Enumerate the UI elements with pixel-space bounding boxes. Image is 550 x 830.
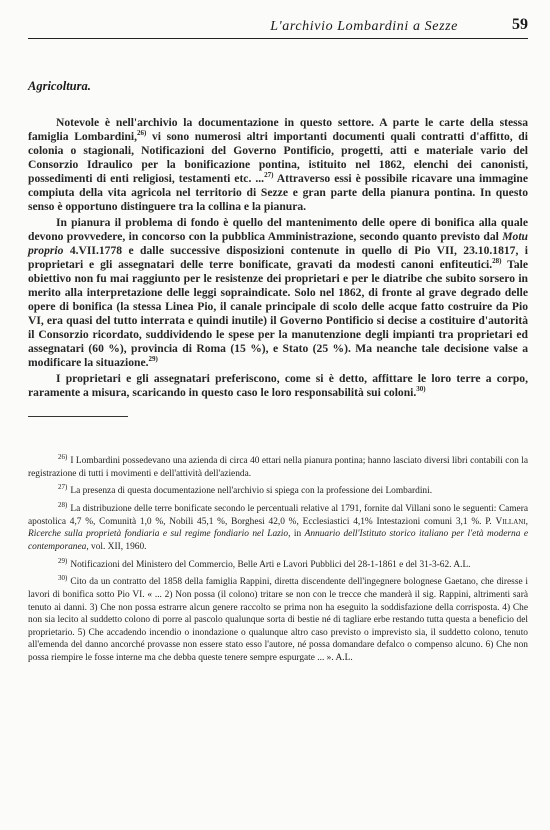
paragraph-1-part-b: vi sono numerosi altri importanti documenti quali contratti d'affitto, di colonia o stagionali, Notificazioni del Governo Pontificio, progetti, atti e materiale vario del Consorzio Idraulico per la bonificazione pontina, istituito nel 1862, elenchi dei canonisti, possedimenti di enti religiosi, testamenti etc. ...	[28, 130, 528, 185]
section-heading: Agricoltura.	[28, 79, 91, 93]
paragraph-3	[28, 372, 528, 400]
footnote-26	[28, 451, 528, 480]
paragraph-2-part-c: Tale obiettivo non fu mai raggiunto per le resistenze dei proprietari e per le diatribe che subito sorsero in merito alla interpretazione delle leggi sopraindicate. Solo nel 1862, di fronte al grave degrado delle opere di bonifica (la stessa Linea Pio, il canale principale di scolo delle acque fatto costruire da Pio VI, era quasi del tutto interrata e quindi inutile) il Governo Pontificio si decise a costituire d'autorità il Consorzio ricordato, suddividendo le spese per la manutenzione degli impianti tra proprietari ed assegnatari (60 %), provincia di Roma (15 %), e Stato (25 %). Ma neanche tale decisione valse a modificare la situazione.	[28, 258, 528, 369]
footnote-27-text: La presenza di questa documentazione nell'archivio si spiega con la professione dei Lombardini.	[70, 486, 433, 497]
footnote-29	[28, 555, 528, 572]
footnote-30-text: Cito da un contratto del 1858 della famiglia Rappini, diretta discendente dell'ingegnere bolognese Gaetano, che diresse i lavori di bonifica sotto Pio VI. « ... 2) Non possa (il colono) tritare se non con le trecce che manderà il sig. Rappini, altrimenti sarà tenuto ai danni. 3) Che non possa estrarre alcun genere raccolto se prima non ha eseguito la soddisfazione della corrisposta. 4) Che non sia lecito al suddetto colono di porre al pascolo qualunque sorta di bestie né di tagliare erbe restando tutta questa a beneficio del proprietario. 5) Che accadendo incendio o inondazione o qualunque altro caso previsto o imprevisto sia, il suddetto colono, tenuto all'emenda del danno ancorché provasse non essere stato esso l'autore, né possa domandare defalco o compenso alcuno. 6) Che non possa riempire le fosse interne ma che debba queste tenere sempre espurgate ... ». A.L.	[28, 577, 528, 663]
body-text	[28, 116, 528, 400]
footnote-28-number: 28)	[58, 501, 68, 510]
paragraph-3-text: I proprietari e gli assegnatari preferiscono, come si è detto, affittare le loro terre a corpo, raramente a misura, scaricando in questo caso le loro responsabilità sui coloni.	[28, 372, 528, 399]
footnote-divider	[28, 416, 128, 417]
footnote-28-text-c: , in	[288, 529, 305, 540]
running-header	[28, 16, 528, 39]
footnote-28-text-d: , vol. XII, 1960.	[86, 541, 147, 552]
footnote-28-work-title: Ricerche sulla proprietà fondiaria e sul regime fondiario nel Lazio	[28, 529, 289, 540]
footnote-ref-30: 30)	[416, 385, 426, 394]
footnote-ref-26: 26)	[137, 129, 147, 138]
footnote-29-text: Notificazioni del Ministero del Commercio, Belle Arti e Lavori Pubblici del 28-1-1861 e del 31-3-62. A.L.	[70, 559, 471, 570]
footnote-30	[28, 572, 528, 664]
paragraph-2-part-a: In pianura il problema di fondo è quello del mantenimento delle opere di bonifica alla quale devono provvedere, in concorso con la pubblica Amministrazione, secondo quanto previsto dal	[28, 216, 528, 243]
footnote-28-author: Villani	[495, 516, 526, 527]
book-page	[28, 16, 528, 665]
footnotes	[28, 451, 528, 665]
footnote-26-number: 26)	[58, 453, 68, 461]
running-title: L'archivio Lombardini a Sezze	[270, 19, 458, 34]
paragraph-2-part-b: 4.VII.1778 e dalle successive disposizioni contenute in quello di Pio VII, 23.10.1817, i proprietari e gli assegnatari delle terre bonificate, gravati da modesti canoni enfiteutici.	[28, 244, 528, 271]
footnote-28	[28, 499, 528, 554]
footnote-ref-29: 29)	[148, 355, 158, 364]
footnote-28-journal-title: Annuario dell'Istituto storico italiano per l'età moderna e contemporanea	[28, 529, 528, 552]
footnote-28-text-a: La distribuzione delle terre bonificate secondo le percentuali relative al 1791, fornite dal Villani sono le seguenti: Camera apostolica 4,7 %, Comunità 1,0 %, Nobili 45,1 %, Borghesi 42,0 %, Ecclesiastici 4,1% Intestazioni comuni 3,1 %. P.	[28, 504, 528, 527]
footnote-27-number: 27)	[58, 483, 68, 492]
paragraph-1	[28, 116, 528, 214]
motu-proprio-title: Motu proprio	[28, 230, 528, 257]
paragraph-1-part-a: Notevole è nell'archivio la documentazione in questo settore. A parte le carte della stessa famiglia Lombardini,	[28, 116, 528, 143]
footnote-ref-27: 27)	[264, 171, 274, 180]
paragraph-2	[28, 216, 528, 370]
footnote-27	[28, 481, 528, 498]
paragraph-1-part-c: Attraverso essi è possibile ricavare una immagine compiuta della vita agricola nel territorio di Sezze e gran parte della pianura pontina. In questo senso è opportuno distinguere tra la collina e la pianura.	[28, 172, 528, 213]
footnote-28-text-b: ,	[525, 516, 528, 527]
footnote-30-number: 30)	[58, 574, 68, 583]
footnote-ref-28: 28)	[492, 257, 502, 266]
footnote-26-text: I Lombardini possedevano una azienda di circa 40 ettari nella pianura pontina; hanno lasciato diversi libri contabili con la registrazione di tutti i movimenti e dell'attività dell'azienda.	[28, 456, 528, 479]
page-number: 59	[512, 16, 528, 33]
footnote-29-number: 29)	[58, 556, 68, 565]
